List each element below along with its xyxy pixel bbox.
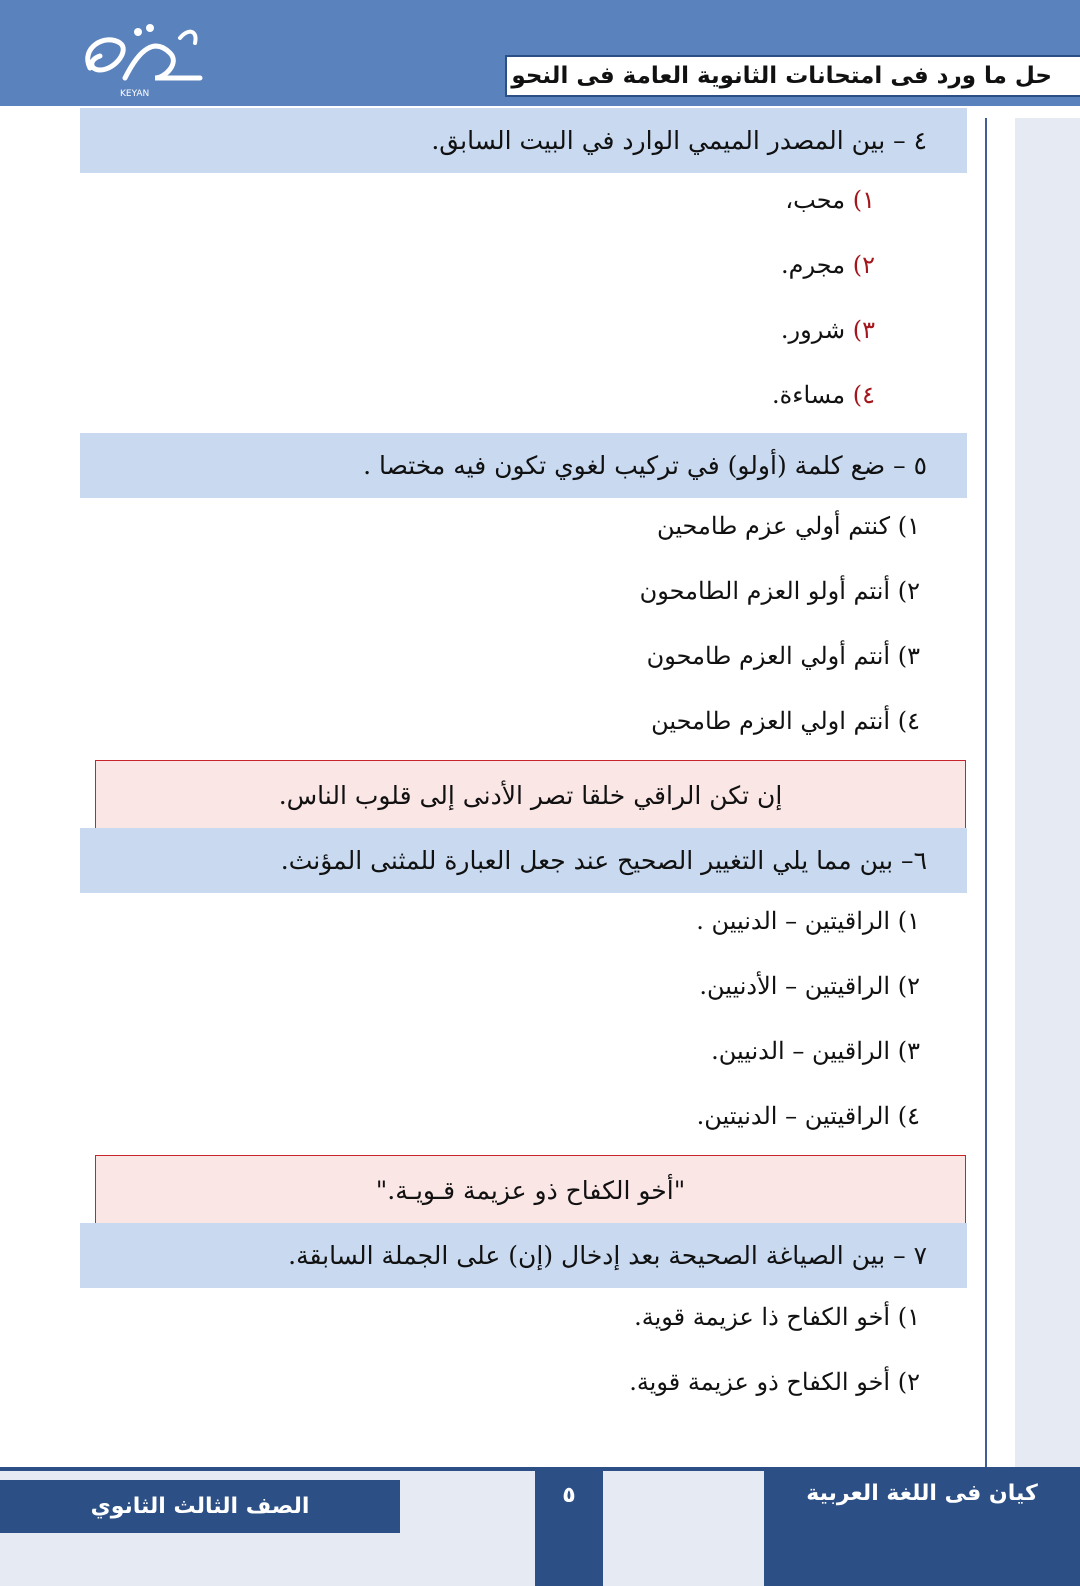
q4-option-2[interactable] bbox=[781, 251, 875, 279]
q5-option-2-num: ٢) bbox=[897, 577, 920, 605]
q4-option-4-num: ٤) bbox=[852, 381, 875, 409]
q5-option-4-text: أنتم اولي العزم طامحين bbox=[651, 707, 891, 735]
q5-option-3-num: ٣) bbox=[897, 642, 920, 670]
q4-option-1[interactable] bbox=[785, 186, 875, 214]
footer-page-box bbox=[535, 1471, 603, 1586]
q6-option-1[interactable] bbox=[696, 907, 920, 935]
question-6-text: ٦– بين مما يلي التغيير الصحيح عند جعل العبارة للمثنى المؤنث. bbox=[280, 846, 927, 875]
quote-box-1 bbox=[95, 760, 966, 830]
question-4-text: ٤ – بين المصدر الميمي الوارد في البيت السابق. bbox=[431, 126, 927, 155]
question-5-text: ٥ – ضع كلمة (أولو) في تركيب لغوي تكون فيه مختصا . bbox=[363, 451, 927, 480]
q7-option-2-num: ٢) bbox=[897, 1368, 920, 1396]
quote-box-2 bbox=[95, 1155, 966, 1225]
footer-grade-box bbox=[0, 1480, 400, 1533]
quote-1-text: إن تكن الراقي خلقا تصر الأدنى إلى قلوب الناس. bbox=[278, 780, 783, 810]
question-6-band bbox=[80, 828, 967, 893]
q5-option-1[interactable] bbox=[657, 512, 920, 540]
q6-option-2[interactable] bbox=[699, 972, 920, 1000]
q6-option-1-num: ١) bbox=[897, 907, 920, 935]
footer-book-box bbox=[764, 1471, 1080, 1586]
right-margin-strip bbox=[1015, 118, 1080, 1480]
q4-option-3-text: شرور. bbox=[780, 316, 846, 344]
q6-option-2-num: ٢) bbox=[897, 972, 920, 1000]
q7-option-2[interactable] bbox=[629, 1368, 920, 1396]
q5-option-2[interactable] bbox=[640, 577, 920, 605]
q7-option-1[interactable] bbox=[634, 1303, 920, 1331]
q6-option-3[interactable] bbox=[711, 1037, 920, 1065]
page-number: ٥ bbox=[562, 1483, 576, 1508]
q6-option-4-num: ٤) bbox=[897, 1102, 920, 1130]
q4-option-1-num: ١) bbox=[852, 186, 875, 214]
question-7-band bbox=[80, 1223, 967, 1288]
q4-option-3[interactable] bbox=[781, 316, 875, 344]
footer-grade: الصف الثالث الثانوي bbox=[90, 1494, 310, 1519]
quote-2-text: "أخو الكفاح ذو عزيمة قـويـة." bbox=[375, 1175, 686, 1205]
q6-option-3-text: الراقيين – الدنيين. bbox=[711, 1037, 891, 1065]
margin-divider bbox=[985, 118, 987, 1480]
q4-option-3-num: ٣) bbox=[852, 316, 875, 344]
q6-option-2-text: الراقيتين – الأدنيين. bbox=[699, 972, 891, 1000]
q4-option-4-text: مساءة. bbox=[772, 381, 846, 409]
page-title: حل ما ورد فى امتحانات الثانوية العامة فى النحو bbox=[511, 63, 1052, 89]
q7-option-2-text: أخو الكفاح ذو عزيمة قوية. bbox=[629, 1368, 891, 1396]
q6-option-4-text: الراقيتين – الدنيتين. bbox=[696, 1102, 891, 1130]
q6-option-1-text: الراقيتين – الدنيين . bbox=[696, 907, 891, 935]
question-4-band bbox=[80, 108, 967, 173]
q7-option-1-num: ١) bbox=[897, 1303, 920, 1331]
q4-option-2-text: مجرم. bbox=[781, 251, 846, 279]
q6-option-4[interactable] bbox=[697, 1102, 920, 1130]
footer-book-title: كيان فى اللغة العربية bbox=[806, 1481, 1038, 1506]
q5-option-3[interactable] bbox=[647, 642, 920, 670]
q4-option-4[interactable] bbox=[772, 381, 875, 409]
logo-subtext: KEYAN bbox=[120, 89, 150, 99]
q5-option-4[interactable] bbox=[651, 707, 920, 735]
question-7-text: ٧ – بين الصياغة الصحيحة بعد إدخال (إن) على الجملة السابقة. bbox=[288, 1241, 927, 1270]
q5-option-3-text: أنتم أولي العزم طامحون bbox=[646, 642, 891, 670]
q5-option-4-num: ٤) bbox=[897, 707, 920, 735]
q5-option-1-text: كنتم أولي عزم طامحين bbox=[657, 512, 891, 540]
question-5-band bbox=[80, 433, 967, 498]
page-title-box bbox=[505, 55, 1080, 97]
q4-option-1-text: محب، bbox=[785, 186, 846, 214]
keyan-logo bbox=[60, 8, 220, 100]
q5-option-1-num: ١) bbox=[897, 512, 920, 540]
q5-option-2-text: أنتم أولو العزم الطامحون bbox=[639, 577, 891, 605]
q4-option-2-num: ٢) bbox=[852, 251, 875, 279]
q7-option-1-text: أخو الكفاح ذا عزيمة قوية. bbox=[634, 1303, 891, 1331]
q6-option-3-num: ٣) bbox=[897, 1037, 920, 1065]
